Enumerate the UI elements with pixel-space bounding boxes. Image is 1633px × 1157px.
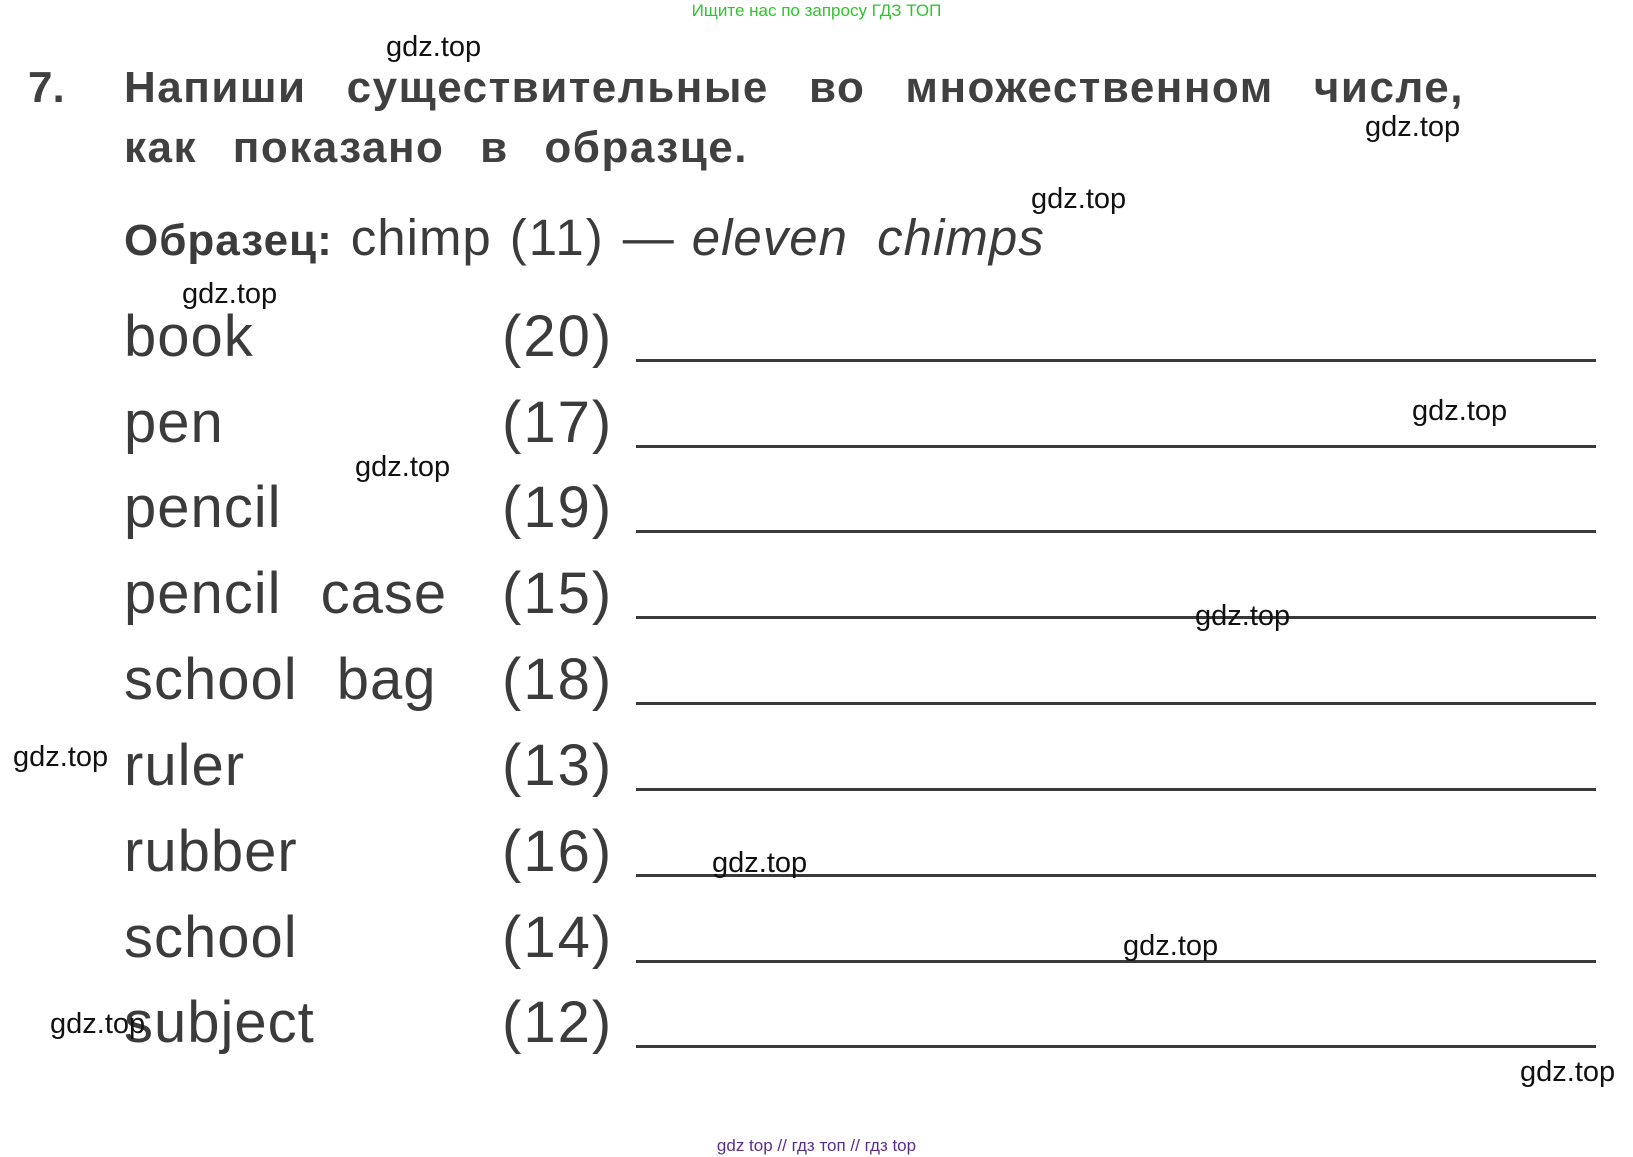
answer-line[interactable] <box>636 359 1596 362</box>
answer-line[interactable] <box>636 530 1596 533</box>
answer-line[interactable] <box>636 445 1596 448</box>
watermark: gdz.top <box>1412 395 1508 427</box>
answer-line[interactable] <box>636 960 1596 963</box>
exercise-row <box>0 473 1633 563</box>
count: (16) <box>502 819 614 884</box>
watermark: gdz.top <box>1123 930 1219 962</box>
noun: pencil <box>124 475 282 540</box>
noun: pen <box>124 390 224 455</box>
task-number: 7. <box>28 63 65 112</box>
noun: ruler <box>124 733 246 798</box>
exercise-row <box>0 988 1633 1078</box>
sample-label: Образец: <box>124 216 333 265</box>
watermark: gdz.top <box>182 278 278 310</box>
count: (15) <box>502 561 614 626</box>
noun: book <box>124 304 254 369</box>
watermark: gdz.top <box>1195 600 1291 632</box>
noun: school <box>124 905 298 970</box>
watermark: gdz.top <box>712 847 808 879</box>
count: (18) <box>502 647 614 712</box>
answer-line[interactable] <box>636 788 1596 791</box>
count: (17) <box>502 390 614 455</box>
bottom-links[interactable]: gdz top // гдз топ // гдз top <box>716 1136 917 1155</box>
count: (12) <box>502 990 614 1055</box>
sample-dash: — <box>622 209 674 266</box>
exercise-row <box>0 903 1633 993</box>
task-instruction: Напиши существительные во множественном числе, как показано в образце. <box>124 63 1464 172</box>
count: (20) <box>502 304 614 369</box>
exercise-row <box>0 559 1633 649</box>
sample-count: (11) <box>509 209 605 266</box>
watermark: gdz.top <box>1520 1056 1616 1088</box>
noun: subject <box>124 990 315 1055</box>
exercise-row <box>0 817 1633 907</box>
sample-answer: eleven chimps <box>691 209 1045 266</box>
watermark: gdz.top <box>1365 111 1461 143</box>
answer-line[interactable] <box>636 616 1596 619</box>
exercise-row <box>0 388 1633 478</box>
watermark: gdz.top <box>1031 183 1127 215</box>
count: (13) <box>502 733 614 798</box>
exercise-row <box>0 302 1633 392</box>
answer-line[interactable] <box>636 1045 1596 1048</box>
exercise-row <box>0 645 1633 735</box>
noun: pencil case <box>124 561 448 626</box>
watermark: gdz.top <box>13 741 109 773</box>
sample-line <box>124 207 1045 272</box>
count: (19) <box>502 475 614 540</box>
exercise-row <box>0 731 1633 821</box>
answer-line[interactable] <box>636 702 1596 705</box>
watermark: gdz.top <box>386 31 482 63</box>
count: (14) <box>502 905 614 970</box>
noun: school bag <box>124 647 437 712</box>
noun: rubber <box>124 819 298 884</box>
sample-word: chimp <box>350 209 492 266</box>
watermark: gdz.top <box>50 1008 146 1040</box>
watermark: gdz.top <box>355 451 451 483</box>
top-banner[interactable]: Ищите нас по запросу ГДЗ ТОП <box>691 1 942 20</box>
